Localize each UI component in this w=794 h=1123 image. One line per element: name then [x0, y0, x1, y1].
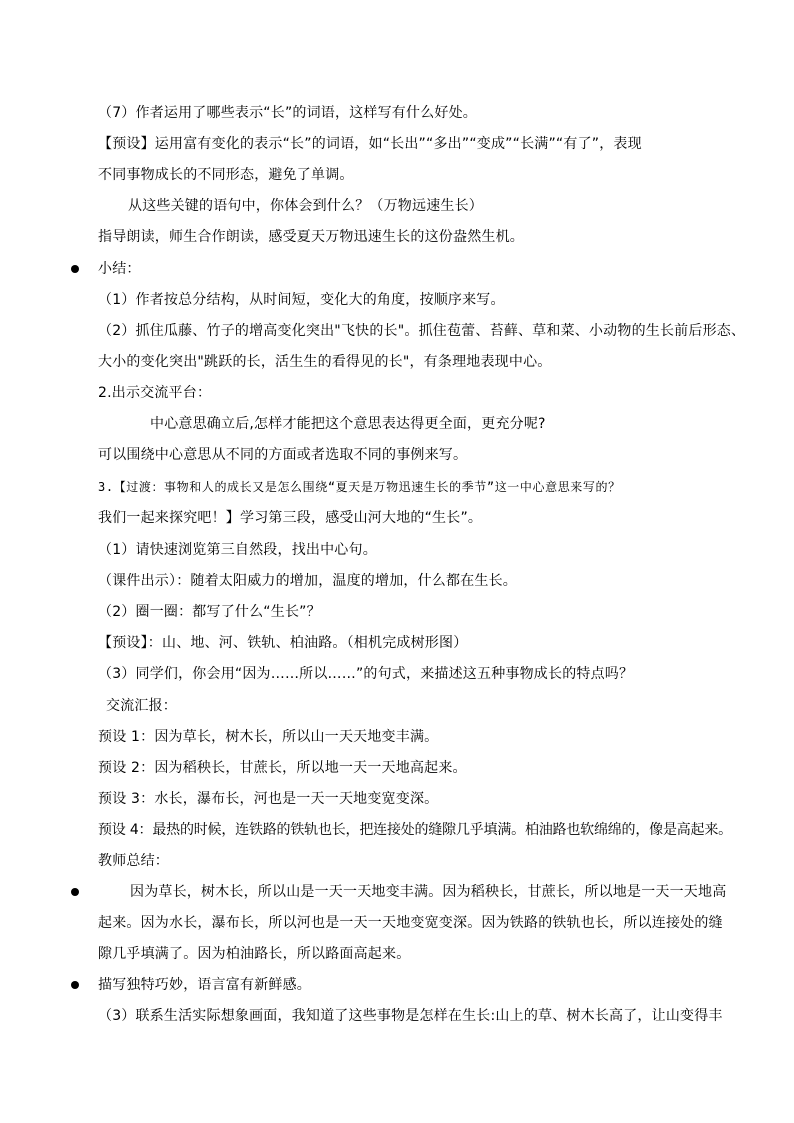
teacher-summary-line-1: 因为草长，树木长，所以山是一天一天地变丰满。因为稻秧长，甘蔗长，所以地是一天一天地高	[130, 884, 727, 900]
summary-point-1: （1）作者按总分结构，从时间短，变化大的角度，按顺序来写。	[98, 292, 505, 308]
task-2: （2）圈一圈：都写了什么“生长”？	[98, 604, 321, 620]
exchange-answer: 可以围绕中心意思从不同的方面或者选取不同的事例来写。	[98, 447, 468, 463]
task-1: （1）请快速浏览第三自然段，找出中心句。	[98, 542, 377, 558]
teacher-summary-line-2: 起来。因为水长，瀑布长，所以河也是一天一天地变宽变深。因为铁路的铁轨也长，所以连接处的缝	[98, 915, 723, 931]
bullet-icon	[71, 981, 79, 989]
bullet-icon	[71, 265, 79, 273]
imagination-task: （3）联系生活实际想象画面，我知道了这些事物是怎样在生长:山上的草、树木长高了，让山变得丰	[98, 1008, 723, 1024]
question-7: （7）作者运用了哪些表示“长”的词语，这样写有什么好处。	[98, 105, 478, 121]
preset-4: 预设 4：最热的时候，连铁路的铁轨也长，把连接处的缝隙几乎填满。柏油路也软绵绵的，像是高起来。	[98, 822, 732, 838]
reflection-question: 从这些关键的语句中，你体会到什么？（万物远速生长）	[128, 198, 483, 214]
task-3: （3）同学们，你会用“因为……所以……”的句式，来描述这五种事物成长的特点吗？	[98, 666, 634, 682]
transition-note: 3.【过渡：事物和人的成长又是怎么围绕“夏天是万物迅速生长的季节”这一中心意思来写的？	[98, 480, 621, 494]
summary-point-2-cont: 大小的变化突出"跳跃的长，活生生的看得见的长"，有条理地表现中心。	[98, 354, 552, 370]
writing-feature: 描写独特巧妙，语言富有新鲜感。	[98, 977, 311, 993]
teacher-summary-heading: 教师总结：	[98, 853, 169, 869]
preset-answer: 【预设】运用富有变化的表示“长”的词语，如“长出”“多出”“变成”“长满”“有了”，表现	[98, 136, 642, 152]
reading-guidance: 指导朗读，师生合作朗读，感受夏天万物迅速生长的这份盎然生机。	[98, 229, 524, 245]
summary-point-2: （2）抓住瓜藤、竹子的增高变化突出"飞快的长"。抓住苞蕾、苔藓、草和菜、小动物的生长前后形态、	[98, 323, 746, 339]
bullet-icon	[71, 888, 79, 896]
transition-note-cont: 我们一起来探究吧！】学习第三段，感受山河大地的“生长”。	[98, 510, 483, 526]
summary-heading: 小结：	[98, 261, 141, 277]
exchange-platform-heading: 2.出示交流平台：	[98, 385, 212, 401]
teacher-summary-line-3: 隙几乎填满了。因为柏油路长，所以路面高起来。	[98, 946, 411, 962]
preset-answer-cont: 不同事物成长的不同形态，避免了单调。	[98, 167, 354, 183]
report-heading: 交流汇报：	[106, 698, 177, 714]
preset-3: 预设 3：水长，瀑布长，河也是一天一天地变宽变深。	[98, 791, 439, 807]
courseware-display: （课件出示）：随着太阳威力的增加，温度的增加，什么都在生长。	[98, 573, 517, 589]
task-2-preset: 【预设】：山、地、河、铁轨、柏油路。（相机完成树形图）	[98, 635, 468, 651]
preset-2: 预设 2：因为稻秧长，甘蔗长，所以地一天一天地高起来。	[98, 760, 467, 776]
preset-1: 预设 1：因为草长，树木长，所以山一天天地变丰满。	[98, 729, 439, 745]
exchange-question: 中心意思确立后,怎样才能把这个意思表达得更全面，更充分呢?	[150, 416, 546, 432]
